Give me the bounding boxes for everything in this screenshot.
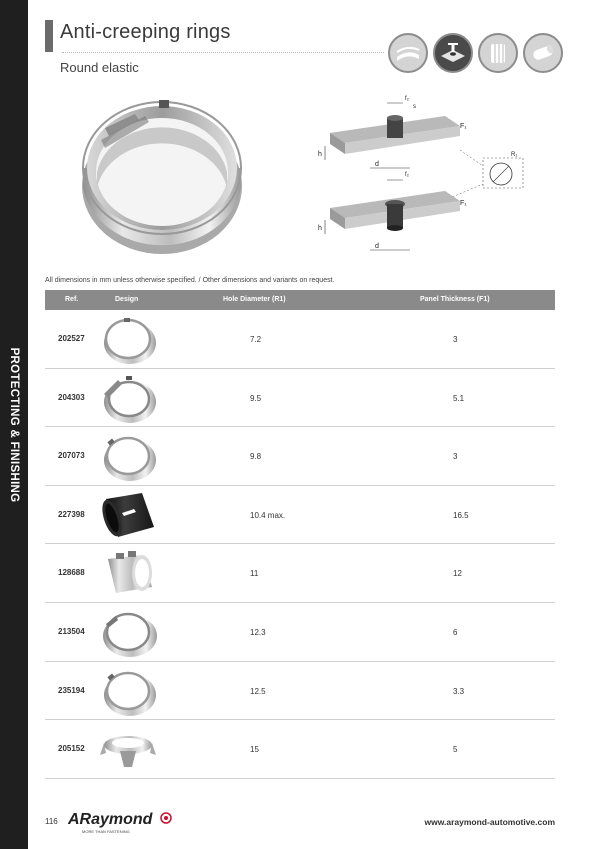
page-title: Anti-creeping rings: [60, 21, 231, 43]
label-s-top: s: [413, 104, 416, 110]
section-label: PROTECTING & FINISHING: [8, 347, 20, 503]
ref-cell: 227398: [58, 509, 85, 519]
label-r1: R₁: [511, 152, 518, 158]
ref-cell: 235194: [58, 685, 85, 695]
panel-thickness-cell: 3: [453, 452, 458, 462]
ring-design-image: [98, 313, 158, 365]
panel-thickness-cell: 5: [453, 745, 458, 755]
table-row: [45, 427, 555, 486]
website-url: www.araymond-automotive.com: [424, 817, 555, 827]
ref-cell: 128688: [58, 568, 85, 578]
category-icons: [388, 33, 563, 73]
ring-design-image: [98, 430, 158, 482]
sleeve-design-image: [98, 489, 158, 541]
label-d-bottom: d: [375, 243, 379, 250]
ring-design-image: [98, 606, 158, 658]
ref-cell: 207073: [58, 451, 85, 461]
header-hole-diameter: Hole Diameter (R1): [223, 296, 286, 303]
installation-diagram: [315, 88, 565, 263]
table-row: [45, 720, 555, 779]
table-row: [45, 310, 555, 369]
product-table: [45, 290, 555, 779]
hole-diameter-cell: 15: [250, 745, 259, 755]
ring-design-image: [98, 547, 158, 599]
brand-tagline: MORE THAN FASTENING: [82, 829, 130, 834]
dimensions-note: All dimensions in mm unless otherwise specified. / Other dimensions and variants on request.: [45, 277, 335, 284]
ring-hero-image: [75, 88, 250, 260]
hole-diameter-cell: 9.8: [250, 452, 262, 462]
panel-thickness-cell: 5.1: [453, 393, 465, 403]
ref-cell: 202527: [58, 334, 85, 343]
hole-diameter-cell: 12.5: [250, 686, 266, 696]
label-d-top: d: [375, 161, 379, 168]
panel-thickness-cell: 12: [453, 569, 462, 579]
ref-cell: 213504: [58, 626, 85, 636]
label-f2-top: f₂: [405, 96, 409, 102]
label-f1-bottom: F₁: [460, 200, 467, 207]
table-row: [45, 603, 555, 662]
header-design: Design: [115, 296, 139, 303]
panel-hole-icon: [433, 33, 473, 73]
label-f1-top: F₁: [460, 123, 467, 130]
panel-thickness-cell: 3: [453, 335, 458, 344]
table-row: [45, 369, 555, 428]
label-h-top: h: [318, 151, 322, 158]
header-panel-thickness: Panel Thickness (F1): [420, 296, 490, 303]
panel-thickness-cell: 6: [453, 627, 458, 637]
tube-protection-icon: [478, 33, 518, 73]
page-subtitle: Round elastic: [60, 60, 139, 75]
label-h-bottom: h: [318, 225, 322, 232]
ref-cell: 205152: [58, 744, 85, 754]
title-divider: [62, 52, 384, 53]
brand-name: ARaymond: [68, 811, 153, 828]
hole-diameter-cell: 9.5: [250, 393, 262, 403]
araymond-logo: [68, 808, 178, 836]
page-number: 116: [45, 817, 58, 826]
label-f2-bottom: f₂: [405, 172, 409, 178]
table-row: [45, 662, 555, 721]
panel-thickness-cell: 3.3: [453, 686, 465, 696]
table-row: [45, 486, 555, 545]
panel-thickness-cell: 16.5: [453, 510, 469, 520]
ring-design-image: [98, 665, 158, 717]
hole-diameter-cell: 12.3: [250, 627, 266, 637]
hole-diameter-cell: 7.2: [250, 335, 262, 344]
header-ref: Ref.: [65, 296, 79, 303]
side-tab: [0, 0, 28, 849]
clip-ring-design-image: [98, 723, 158, 775]
table-header: [45, 290, 555, 310]
pipe-bundle-icon: [523, 33, 563, 73]
table-row: [45, 544, 555, 603]
surface-protection-icon: [388, 33, 428, 73]
ref-cell: 204303: [58, 392, 85, 402]
hole-diameter-cell: 11: [250, 569, 259, 579]
hole-diameter-cell: 10.4 max.: [250, 510, 286, 520]
title-accent-bar: [45, 20, 53, 52]
ring-design-image: [98, 372, 158, 424]
